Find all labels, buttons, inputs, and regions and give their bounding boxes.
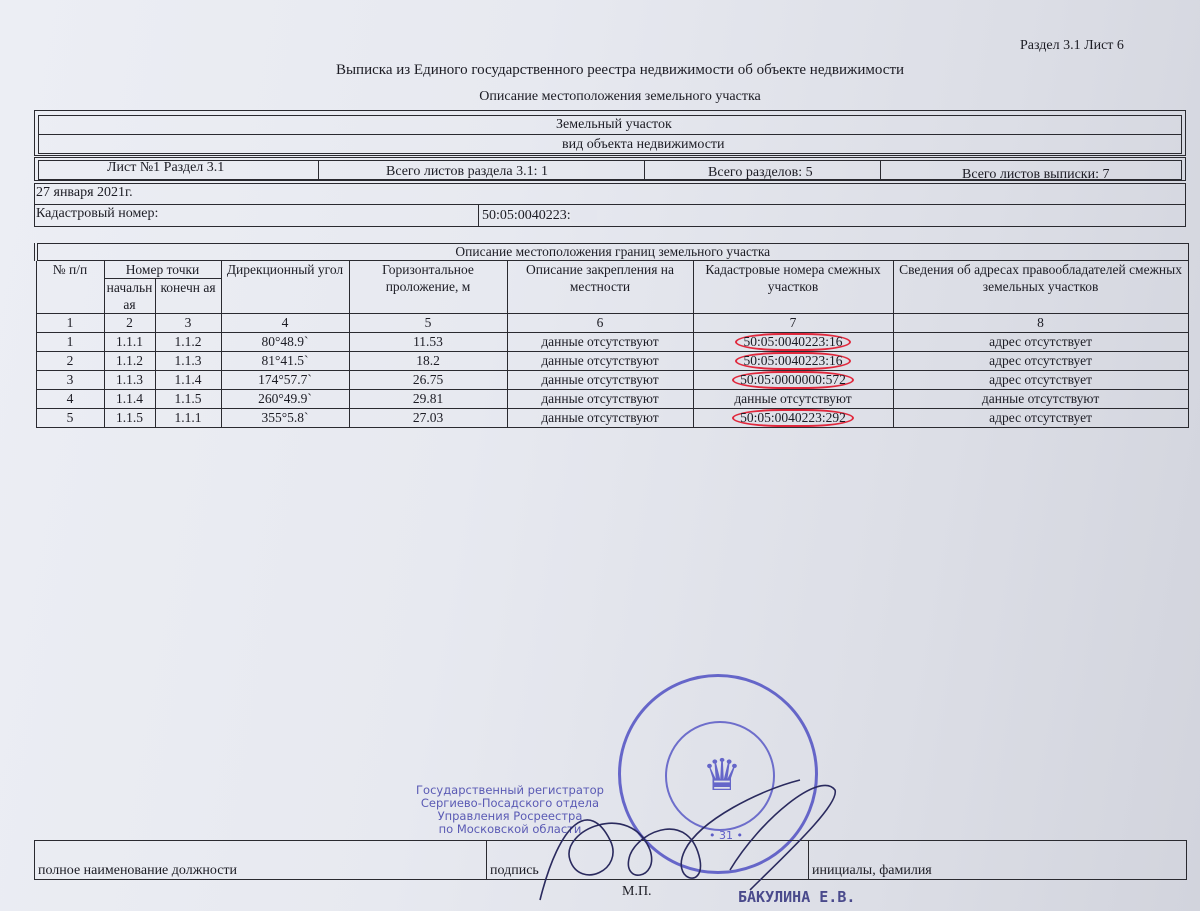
- row-start: 1.1.5: [104, 409, 155, 428]
- stamp-number: • 31 •: [709, 829, 743, 842]
- document-title: Выписка из Единого государственного реестра недвижимости об объекте недвижимости: [335, 62, 905, 78]
- signature-caption: подпись: [487, 841, 809, 880]
- row-adjacent: [693, 409, 893, 428]
- cadastral-label: Кадастровый номер:: [36, 206, 159, 221]
- table-row: [36, 390, 1188, 409]
- row-start: 1.1.1: [104, 333, 155, 352]
- date-cadastral-box: [34, 183, 1186, 227]
- row-angle: 355°5.8`: [221, 409, 349, 428]
- header-distance: Горизонтальное проложение, м: [349, 261, 507, 314]
- sheet-info-sep-2: [644, 160, 645, 180]
- adjacent-circled: 50:05:0040223:16: [735, 352, 850, 370]
- registrar-line: Сергиево-Посадского отдела: [420, 796, 600, 810]
- row-num: 3: [36, 371, 104, 390]
- row-distance: 11.53: [349, 333, 507, 352]
- sheet-info-sep-1: [318, 160, 319, 180]
- table-row: [36, 352, 1188, 371]
- header-end: конечн ая: [155, 279, 221, 314]
- header-marking: Описание закрепления на местности: [507, 261, 693, 314]
- row-address: адрес отсутствует: [893, 333, 1188, 352]
- row-num: 1: [36, 333, 104, 352]
- total-sections: Всего разделов: 5: [708, 165, 813, 180]
- row-marking: данные отсутствуют: [507, 352, 693, 371]
- row-distance: 18.2: [349, 352, 507, 371]
- row-address: адрес отсутствует: [893, 409, 1188, 428]
- colnum: 7: [693, 314, 893, 333]
- row-address: адрес отсутствует: [893, 352, 1188, 371]
- adjacent-circled: 50:05:0000000:572: [732, 371, 854, 389]
- column-number-row: [36, 314, 1188, 333]
- header-num: № п/п: [36, 261, 104, 314]
- row-end: 1.1.3: [155, 352, 221, 371]
- section-sheet-label: Раздел 3.1 Лист 6: [1020, 38, 1124, 53]
- row-start: 1.1.2: [104, 352, 155, 371]
- initials-caption: инициалы, фамилия: [809, 841, 1187, 880]
- sheet-info-sep-3: [880, 160, 881, 180]
- colnum: 1: [36, 314, 104, 333]
- adjacent-circled: 50:05:0040223:16: [735, 333, 850, 351]
- row-adjacent: данные отсутствуют: [693, 390, 893, 409]
- row-distance: 27.03: [349, 409, 507, 428]
- row-end: 1.1.4: [155, 371, 221, 390]
- adjacent-circled: 50:05:0040223:292: [732, 409, 854, 427]
- colnum: 8: [893, 314, 1188, 333]
- row-angle: 81°41.5`: [221, 352, 349, 371]
- colnum: 2: [104, 314, 155, 333]
- registrar-line: по Московской области: [438, 822, 582, 836]
- row-start: 1.1.4: [104, 390, 155, 409]
- colnum: 3: [155, 314, 221, 333]
- boundary-table: [34, 243, 1189, 428]
- header-start: начальн ая: [104, 279, 155, 314]
- row-angle: 174°57.7`: [221, 371, 349, 390]
- row-distance: 29.81: [349, 390, 507, 409]
- table-row: [36, 371, 1188, 390]
- table-row: [36, 409, 1188, 428]
- colnum: 5: [349, 314, 507, 333]
- sheet-section: Лист №1 Раздел 3.1: [107, 160, 225, 175]
- registrar-name: БАКУЛИНА Е.В.: [738, 888, 856, 906]
- coat-of-arms-icon: ♛: [702, 750, 742, 801]
- object-type-divider: [38, 134, 1182, 135]
- header-adjacent: Кадастровые номера смежных участков: [693, 261, 893, 314]
- boundary-table-title: Описание местоположения границ земельного участка: [36, 244, 1188, 261]
- row-end: 1.1.5: [155, 390, 221, 409]
- table-row: [36, 333, 1188, 352]
- row-marking: данные отсутствуют: [507, 409, 693, 428]
- position-caption: полное наименование должности: [35, 841, 487, 880]
- cadastral-number-text: 50:05:0040223:: [482, 208, 571, 223]
- row-marking: данные отсутствуют: [507, 333, 693, 352]
- redaction-mark: [571, 210, 597, 222]
- row-address: адрес отсутствует: [893, 371, 1188, 390]
- colnum: 4: [221, 314, 349, 333]
- row-adjacent: [693, 333, 893, 352]
- cadastral-number: [482, 208, 597, 224]
- row-address: данные отсутствуют: [893, 390, 1188, 409]
- header-point-number: Номер точки: [104, 261, 221, 279]
- total-sheets: Всего листов выписки: 7: [962, 167, 1110, 182]
- colnum: 6: [507, 314, 693, 333]
- row-marking: данные отсутствуют: [507, 390, 693, 409]
- object-type-value: Земельный участок: [556, 117, 672, 132]
- row-end: 1.1.1: [155, 409, 221, 428]
- row-angle: 80°48.9`: [221, 333, 349, 352]
- extract-date: 27 января 2021г.: [36, 185, 133, 200]
- row-distance: 26.75: [349, 371, 507, 390]
- mp-label: М.П.: [622, 884, 652, 899]
- row-adjacent: [693, 371, 893, 390]
- object-type-caption: вид объекта недвижимости: [562, 137, 725, 152]
- sheets-in-section: Всего листов раздела 3.1: 1: [386, 164, 548, 179]
- row-angle: 260°49.9`: [221, 390, 349, 409]
- registrar-line: Государственный регистратор: [416, 783, 604, 797]
- header-bearing: Дирекционный угол: [221, 261, 349, 314]
- date-row-divider: [34, 204, 1186, 205]
- row-num: 4: [36, 390, 104, 409]
- registrar-line: Управления Росреестра: [437, 809, 583, 823]
- document-subtitle: Описание местоположения земельного участка: [479, 89, 761, 104]
- row-end: 1.1.2: [155, 333, 221, 352]
- row-start: 1.1.3: [104, 371, 155, 390]
- row-num: 5: [36, 409, 104, 428]
- row-num: 2: [36, 352, 104, 371]
- cadastral-value-cell: [478, 204, 479, 227]
- row-adjacent: [693, 352, 893, 371]
- row-marking: данные отсутствуют: [507, 371, 693, 390]
- header-owners: Сведения об адресах правообладателей смежных земельных участков: [893, 261, 1188, 314]
